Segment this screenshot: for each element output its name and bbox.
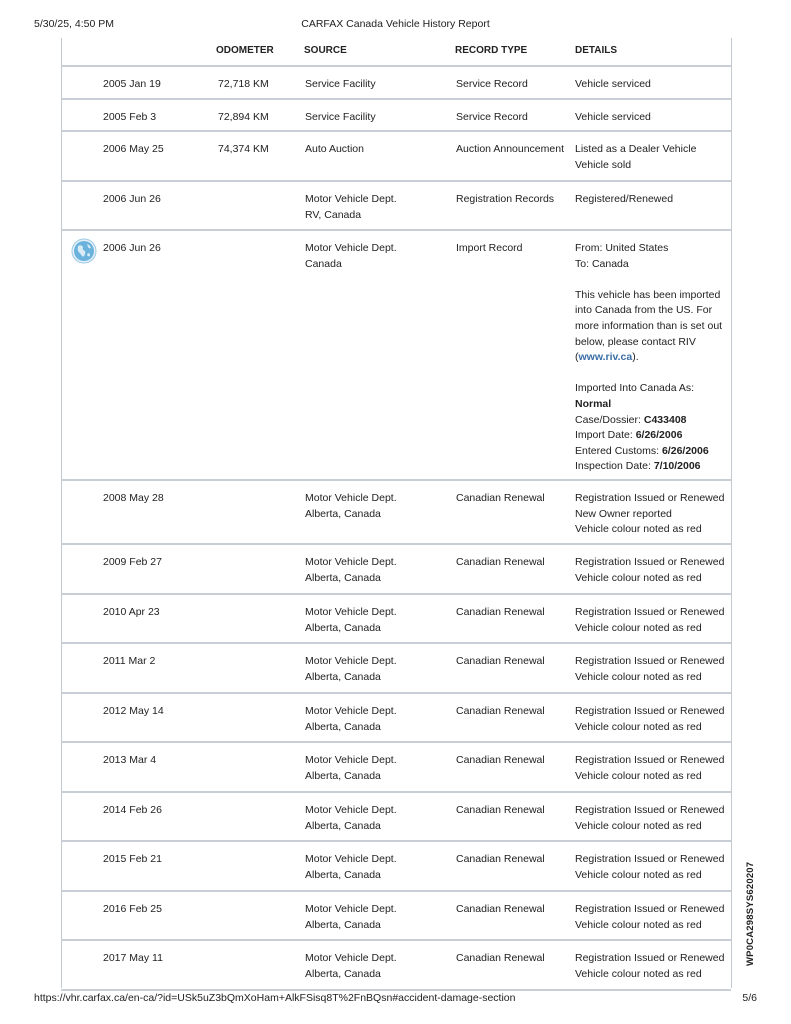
- globe-icon: [71, 238, 97, 264]
- record-details: [575, 142, 725, 173]
- history-table: [61, 40, 731, 991]
- source-line: Canada: [305, 257, 342, 270]
- record-date: 2008 May 28: [103, 492, 164, 504]
- source-line: Service Facility: [305, 111, 376, 123]
- source-line: Motor Vehicle Dept.: [305, 606, 397, 618]
- record-details: [575, 704, 725, 735]
- record-date: 2005 Jan 19: [103, 78, 161, 90]
- table-header: [61, 40, 731, 67]
- vin-number: WP0CA298SYS620207: [745, 861, 756, 966]
- record-type: Canadian Renewal: [456, 754, 545, 766]
- table-row: [61, 595, 731, 644]
- detail-line: Registration Issued or Renewed: [575, 492, 725, 504]
- source-line: Motor Vehicle Dept.: [305, 853, 397, 865]
- record-details: [575, 852, 725, 883]
- record-details: [575, 241, 725, 475]
- from-value: United States: [605, 242, 669, 254]
- col-record-type: RECORD TYPE: [455, 45, 528, 56]
- record-details: [575, 951, 725, 982]
- record-source: [305, 753, 397, 784]
- record-source: [305, 142, 364, 158]
- inspection-date-value: 7/10/2006: [653, 460, 701, 473]
- record-type: Canadian Renewal: [456, 853, 545, 865]
- source-line: Alberta, Canada: [305, 507, 381, 520]
- record-source: [305, 902, 397, 933]
- detail-line: Vehicle serviced: [575, 78, 651, 90]
- record-date: 2012 May 14: [103, 705, 164, 717]
- detail-line: Vehicle colour noted as red: [575, 720, 702, 733]
- detail-line: Registration Issued or Renewed: [575, 903, 725, 915]
- odometer-value: 72,894 KM: [218, 111, 269, 123]
- source-line: Alberta, Canada: [305, 571, 381, 584]
- case-dossier-value: C433408: [643, 413, 687, 426]
- entered-customs: [575, 444, 725, 460]
- record-source: [305, 605, 397, 636]
- source-line: Motor Vehicle Dept.: [305, 903, 397, 915]
- detail-line: New Owner reported: [575, 507, 672, 520]
- entered-customs-value: 6/26/2006: [661, 444, 709, 457]
- detail-line: Registered/Renewed: [575, 193, 674, 205]
- imported-as-label: Imported Into Canada As:: [575, 382, 695, 395]
- source-line: Motor Vehicle Dept.: [305, 242, 397, 254]
- record-type: Canadian Renewal: [456, 952, 545, 964]
- inspection-date: [575, 459, 725, 475]
- table-row: [61, 182, 731, 231]
- to-value: Canada: [591, 257, 629, 270]
- record-date: 2006 May 25: [103, 143, 164, 155]
- record-type: Service Record: [456, 111, 528, 123]
- odometer-value: 74,374 KM: [218, 143, 269, 155]
- detail-line: Vehicle colour noted as red: [575, 621, 702, 634]
- record-date: 2006 Jun 26: [103, 242, 161, 254]
- source-line: Alberta, Canada: [305, 819, 381, 832]
- col-details: DETAILS: [575, 45, 618, 56]
- record-details: [575, 753, 725, 784]
- table-row: [61, 231, 731, 481]
- detail-line: Vehicle colour noted as red: [575, 523, 702, 536]
- record-source: [305, 192, 397, 223]
- table-row: [61, 132, 731, 182]
- record-source: [305, 555, 397, 586]
- imported-as-value: Normal: [575, 397, 612, 410]
- record-date: 2011 Mar 2: [103, 655, 156, 667]
- col-source: SOURCE: [304, 45, 347, 56]
- source-line: Motor Vehicle Dept.: [305, 556, 397, 568]
- case-dossier-label: Case/Dossier:: [575, 413, 641, 426]
- table-row: [61, 67, 731, 100]
- record-details: [575, 192, 725, 208]
- source-line: Motor Vehicle Dept.: [305, 655, 397, 667]
- page-number: 5/6: [742, 992, 757, 1004]
- record-type: Canadian Renewal: [456, 492, 545, 504]
- table-row: [61, 892, 731, 941]
- detail-line: Registration Issued or Renewed: [575, 655, 725, 667]
- record-date: 2017 May 11: [103, 952, 163, 964]
- detail-line: Vehicle colour noted as red: [575, 670, 702, 683]
- record-details: [575, 654, 725, 685]
- record-details: [575, 555, 725, 586]
- table-row: [61, 743, 731, 793]
- record-type: Canadian Renewal: [456, 655, 545, 667]
- import-facts: [575, 381, 725, 475]
- source-line: Service Facility: [305, 78, 376, 90]
- description-end: ).: [632, 351, 639, 364]
- table-row: [61, 793, 731, 842]
- record-date: 2013 Mar 4: [103, 754, 157, 766]
- record-source: [305, 491, 397, 522]
- odometer-value: 72,718 KM: [218, 78, 269, 90]
- source-line: Alberta, Canada: [305, 967, 381, 980]
- record-source: [305, 852, 397, 883]
- table-row: [61, 941, 731, 991]
- source-line: Alberta, Canada: [305, 621, 381, 634]
- source-line: Alberta, Canada: [305, 868, 381, 881]
- record-date: 2015 Feb 21: [103, 853, 162, 865]
- detail-line: Vehicle serviced: [575, 111, 651, 123]
- case-dossier: [575, 413, 725, 429]
- record-details: [575, 605, 725, 636]
- entered-customs-label: Entered Customs:: [575, 444, 660, 457]
- table-row: [61, 842, 731, 892]
- record-type: Import Record: [456, 242, 523, 254]
- record-type: Canadian Renewal: [456, 556, 545, 568]
- detail-line: Vehicle colour noted as red: [575, 918, 702, 931]
- table-row: [61, 644, 731, 694]
- riv-link[interactable]: www.riv.ca: [578, 351, 633, 364]
- import-to: [575, 257, 725, 273]
- table-row: [61, 545, 731, 595]
- detail-line: Registration Issued or Renewed: [575, 705, 725, 717]
- table-right-border: [731, 38, 732, 988]
- record-details: [575, 491, 725, 538]
- record-details: [575, 803, 725, 834]
- record-date: 2005 Feb 3: [103, 111, 157, 123]
- source-line: Motor Vehicle Dept.: [305, 952, 397, 964]
- record-type: Canadian Renewal: [456, 606, 545, 618]
- record-type: Registration Records: [456, 193, 555, 205]
- record-source: [305, 704, 397, 735]
- table-row: [61, 481, 731, 545]
- detail-line: Registration Issued or Renewed: [575, 804, 725, 816]
- detail-line: Vehicle colour noted as red: [575, 769, 702, 782]
- record-date: 2010 Apr 23: [103, 606, 160, 618]
- detail-line: Vehicle colour noted as red: [575, 571, 702, 584]
- record-source: [305, 110, 376, 126]
- import-date-value: 6/26/2006: [635, 429, 683, 442]
- record-type: Service Record: [456, 78, 528, 90]
- record-details: [575, 77, 725, 93]
- page-url: https://vhr.carfax.ca/en-ca/?id=USk5uZ3bQmXoHam+AlkFSisq8T%2FnBQsn#accident-damage-section: [34, 992, 516, 1004]
- record-type: Canadian Renewal: [456, 804, 545, 816]
- table-row: [61, 100, 731, 132]
- source-line: Alberta, Canada: [305, 720, 381, 733]
- detail-line: Registration Issued or Renewed: [575, 606, 725, 618]
- source-line: Motor Vehicle Dept.: [305, 705, 397, 717]
- source-line: Alberta, Canada: [305, 918, 381, 931]
- source-line: Motor Vehicle Dept.: [305, 754, 397, 766]
- record-date: 2009 Feb 27: [103, 556, 162, 568]
- record-date: 2006 Jun 26: [103, 193, 161, 205]
- detail-line: Listed as a Dealer Vehicle: [575, 143, 697, 155]
- source-line: Motor Vehicle Dept.: [305, 193, 397, 205]
- detail-line: Vehicle colour noted as red: [575, 868, 702, 881]
- import-date-label: Import Date:: [575, 429, 633, 442]
- source-line: Alberta, Canada: [305, 769, 381, 782]
- record-source: [305, 77, 376, 93]
- detail-line: Registration Issued or Renewed: [575, 853, 725, 865]
- source-line: RV, Canada: [305, 208, 362, 221]
- record-date: 2014 Feb 26: [103, 804, 162, 816]
- detail-line: Vehicle sold: [575, 158, 632, 171]
- record-date: 2016 Feb 25: [103, 903, 162, 915]
- source-line: Auto Auction: [305, 143, 364, 155]
- record-type: Auction Announcement: [456, 143, 564, 155]
- record-details: [575, 902, 725, 933]
- print-datetime: 5/30/25, 4:50 PM: [34, 18, 114, 30]
- detail-line: Vehicle colour noted as red: [575, 819, 702, 832]
- source-line: Alberta, Canada: [305, 670, 381, 683]
- import-date: [575, 428, 725, 444]
- source-line: Motor Vehicle Dept.: [305, 804, 397, 816]
- source-line: Motor Vehicle Dept.: [305, 492, 397, 504]
- col-odometer: ODOMETER: [216, 45, 274, 56]
- record-source: [305, 951, 397, 982]
- record-details: [575, 110, 725, 126]
- import-description: [575, 288, 725, 366]
- record-source: [305, 654, 397, 685]
- to-label: To:: [575, 257, 590, 270]
- from-label: From:: [575, 242, 603, 254]
- detail-line: Vehicle colour noted as red: [575, 967, 702, 980]
- table-row: [61, 694, 731, 743]
- record-source: [305, 803, 397, 834]
- page-title: CARFAX Canada Vehicle History Report: [301, 18, 490, 30]
- detail-line: Registration Issued or Renewed: [575, 952, 725, 964]
- description-text: This vehicle has been imported into Canada from the US. For more information than is set out below, please contact RIV (: [575, 288, 723, 364]
- import-from: [575, 241, 725, 257]
- record-source: [305, 241, 397, 272]
- detail-line: Registration Issued or Renewed: [575, 556, 725, 568]
- record-type: Canadian Renewal: [456, 903, 545, 915]
- inspection-date-label: Inspection Date:: [575, 460, 651, 473]
- detail-line: Registration Issued or Renewed: [575, 754, 725, 766]
- record-type: Canadian Renewal: [456, 705, 545, 717]
